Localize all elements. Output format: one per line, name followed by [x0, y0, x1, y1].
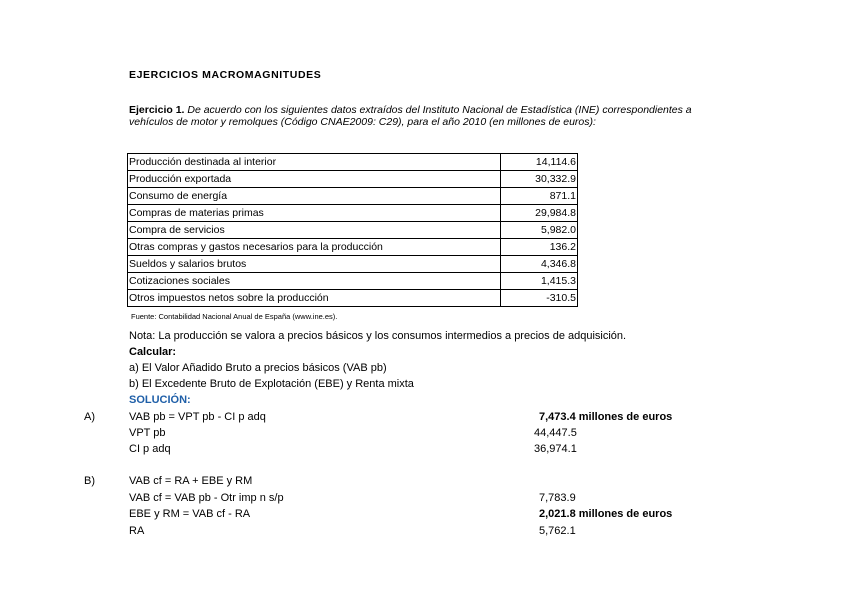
row-value: 29,984.8 [501, 205, 578, 222]
section-b-row-label: VAB cf = RA + EBE y RM [129, 475, 253, 487]
table-row [128, 239, 578, 256]
row-value: 5,982.0 [501, 222, 578, 239]
table-row [128, 188, 578, 205]
section-a-row-label: VPT pb [129, 427, 166, 439]
exercise-intro [129, 104, 735, 128]
exercise-lead: Ejercicio 1. [129, 104, 185, 116]
data-table [127, 153, 578, 307]
table-row [128, 154, 578, 171]
section-b-row-label: RA [129, 525, 145, 537]
question-b: b) El Excedente Bruto de Explotación (EBE) y Renta mixta [129, 378, 414, 390]
table-row [128, 171, 578, 188]
section-a-row-value: 44,447.5 [534, 427, 577, 439]
row-value: 4,346.8 [501, 256, 578, 273]
row-label: Consumo de energía [128, 188, 501, 205]
section-a-row-value: 36,974.1 [534, 443, 577, 455]
row-label: Cotizaciones sociales [128, 273, 501, 290]
section-b-row-value: 2,021.8 millones de euros [539, 508, 673, 520]
row-value: 136.2 [501, 239, 578, 256]
document-title: EJERCICIOS MACROMAGNITUDES [129, 69, 322, 81]
note-text: Nota: La producción se valora a precios básicos y los consumos intermedios a precios de adquisición. [129, 330, 627, 342]
row-value: 871.1 [501, 188, 578, 205]
table-row [128, 222, 578, 239]
section-b-marker: B) [84, 475, 95, 487]
row-label: Otras compras y gastos necesarios para la producción [128, 239, 501, 256]
source-note: Fuente: Contabilidad Nacional Anual de España (www.ine.es). [131, 312, 338, 321]
row-label: Otros impuestos netos sobre la producción [128, 290, 501, 307]
question-a: a) El Valor Añadido Bruto a precios básicos (VAB pb) [129, 362, 387, 374]
section-a-row-value: 7,473.4 millones de euros [539, 411, 673, 423]
table-row [128, 205, 578, 222]
section-b-row-value: 7,783.9 [539, 492, 576, 504]
row-value: 1,415.3 [501, 273, 578, 290]
section-b-row-label: EBE y RM = VAB cf - RA [129, 508, 251, 520]
row-label: Producción exportada [128, 171, 501, 188]
calcular-heading: Calcular: [129, 346, 177, 358]
exercise-statement: De acuerdo con los siguientes datos extraídos del Instituto Nacional de Estadística (INE) correspondientes a vehículos de motor y remolques (Código CNAE2009: C29), para el año 2010 (en millones de euros): [129, 104, 692, 128]
table-row [128, 256, 578, 273]
table-row [128, 290, 578, 307]
row-label: Producción destinada al interior [128, 154, 501, 171]
section-a-row-label: VAB pb = VPT pb - CI p adq [129, 411, 266, 423]
row-label: Compras de materias primas [128, 205, 501, 222]
row-label: Sueldos y salarios brutos [128, 256, 501, 273]
section-b-row-label: VAB cf = VAB pb - Otr imp n s/p [129, 492, 284, 504]
row-label: Compra de servicios [128, 222, 501, 239]
table-row [128, 273, 578, 290]
section-a-marker: A) [84, 411, 95, 423]
row-value: 30,332.9 [501, 171, 578, 188]
row-value: 14,114.6 [501, 154, 578, 171]
section-b-row-value: 5,762.1 [539, 525, 576, 537]
solution-heading: SOLUCIÓN: [129, 394, 191, 406]
section-a-row-label: CI p adq [129, 443, 171, 455]
row-value: -310.5 [501, 290, 578, 307]
